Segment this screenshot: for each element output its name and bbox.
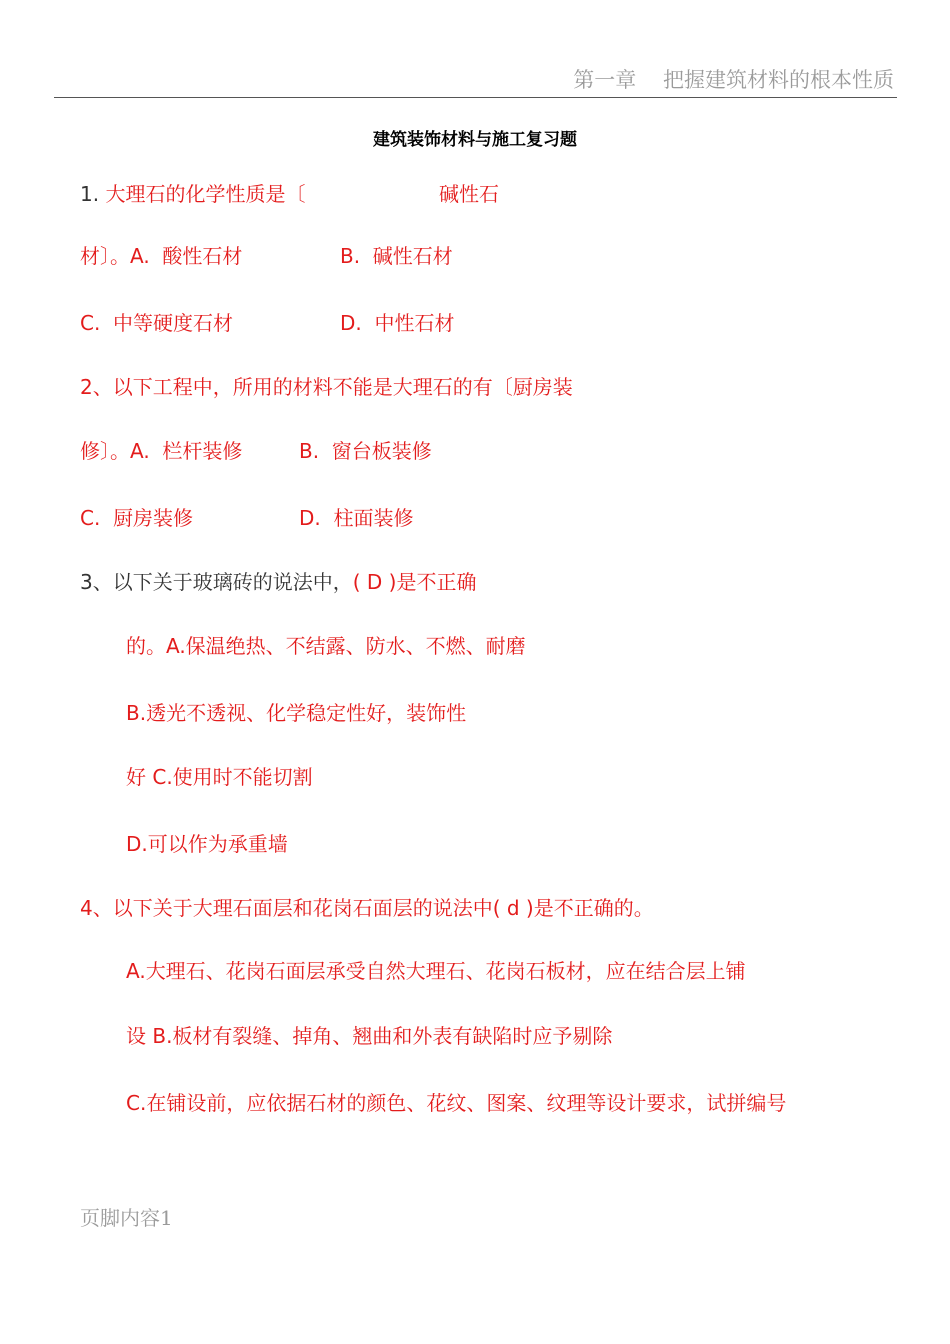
q4-stem: 4、以下关于大理石面层和花岗石面层的说法中( d )是不正确的。 [80,896,654,920]
q1-line-2 [80,244,242,268]
q3-option-c: C.使用时不能切割 [152,765,313,789]
q3-stem-end: 是不正确 [396,570,477,594]
q1-separator: . [92,182,100,206]
q2-line-1 [80,375,573,399]
q2-option-a: A. 栏杆装修 [130,439,243,463]
running-header: 第一章 把握建筑材料的根本性质 [573,68,894,92]
page-footer: 页脚内容1 [80,1206,173,1230]
q1-stem: 大理石的化学性质是〔 [105,182,306,206]
q3-option-d: D.可以作为承重墙 [126,832,288,856]
q2-line-2 [80,439,242,463]
q2-stem: 、以下工程中，所用的材料不能是大理石的有〔厨房装 [92,375,573,399]
q3-stem: 、以下关于玻璃砖的说法中， [92,570,353,594]
q2-stem-cont: 修〕。 [80,439,130,463]
q3-option-a: 的。A.保温绝热、不结露、防水、不燃、耐磨 [126,634,526,658]
q3-number: 3 [80,570,93,594]
q4-line-3 [126,1024,612,1048]
q1-line-1 [80,182,305,206]
q2-option-b: B. 窗台板装修 [299,439,432,463]
q2-option-c: C. 厨房装修 [80,506,194,530]
q2-number: 2 [80,375,93,399]
q1-option-b: B. 碱性石材 [340,244,453,268]
document-title: 建筑装饰材料与施工复习题 [373,130,577,150]
q1-stem-cont: 材〕。 [80,244,130,268]
q4-option-b: B.板材有裂缝、掉角、翘曲和外表有缺陷时应予剔除 [152,1024,613,1048]
q1-option-c: C. 中等硬度石材 [80,311,234,335]
q4-option-c: C.在铺设前，应依据石材的颜色、花纹、图案、纹理等设计要求，试拼编号 [126,1091,787,1115]
q1-option-d: D. 中性石材 [340,311,455,335]
q3-option-b-cont: 好 [126,765,146,789]
q4-option-a: A.大理石、花岗石面层承受自然大理石、花岗石板材，应在结合层上铺 [126,959,746,983]
q3-answer: ( D ) [352,570,397,594]
q1-answer: 碱性石 [439,182,499,206]
q3-option-b: B.透光不透视、化学稳定性好，装饰性 [126,701,467,725]
header-rule [54,97,897,98]
q3-line-4 [126,765,313,789]
q3-line-1 [80,570,476,594]
q4-option-a-cont: 设 [126,1024,146,1048]
q1-number: 1 [80,182,93,206]
q1-option-a: A. 酸性石材 [130,244,243,268]
q2-option-d: D. 柱面装修 [299,506,414,530]
